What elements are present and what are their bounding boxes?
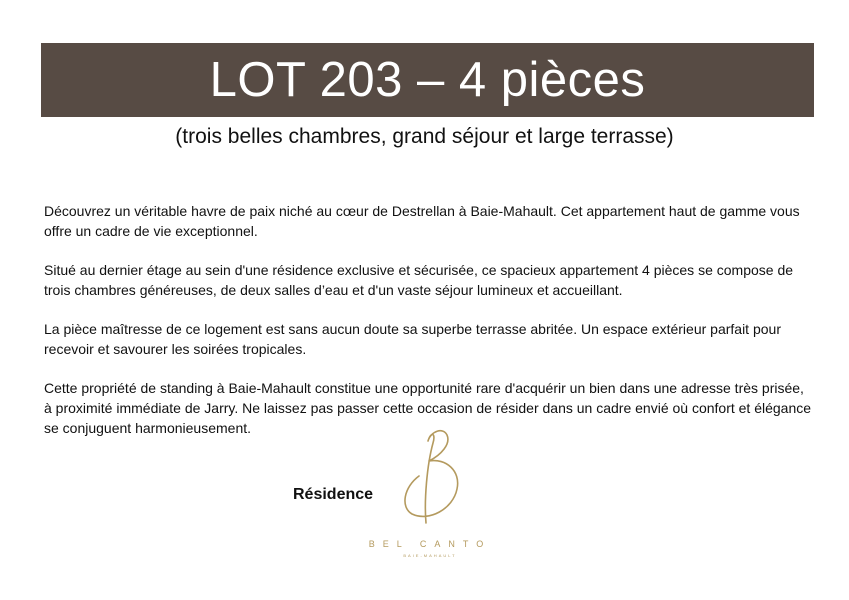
paragraph-terrace: La pièce maîtresse de ce logement est sans aucun doute sa superbe terrasse abritée. Un espace extérieur parfait pour recevoir et savourer les soirées tropicales. — [44, 321, 781, 357]
bel-canto-logo — [330, 425, 530, 565]
description-body — [44, 201, 814, 457]
paragraph-layout: Situé au dernier étage au sein d'une résidence exclusive et sécurisée, ce spacieux appartement 4 pièces se compose de trois chambres généreuses, de deux salles d’eau et d'un vaste séjour lumineux et accueillant. — [44, 262, 794, 298]
title-bar — [41, 43, 814, 117]
paragraph-location: Cette propriété de standing à Baie-Mahault constitue une opportunité rare d'acquérir un bien dans une adresse très prisée, à proximité immédiate de Jarry. Ne laissez pas passer cette occasion de résider dans un cadre envié où confort et élégance se conjuguent harmonieusement. — [44, 380, 812, 436]
page-title: LOT 203 – 4 pièces — [209, 52, 646, 107]
residence-label: Résidence — [293, 486, 374, 503]
page-subtitle: (trois belles chambres, grand séjour et large terrasse) — [175, 125, 674, 148]
script-b-logo-icon — [330, 425, 530, 537]
logo-wordmark: BEL CANTO — [368, 539, 492, 549]
paragraph-intro: Découvrez un véritable havre de paix niché au cœur de Destrellan à Baie-Mahault. Cet appartement haut de gamme vous offre un cadre de vie exceptionnel. — [44, 203, 800, 239]
logo-location: BAIE-MAHAULT — [403, 553, 457, 558]
